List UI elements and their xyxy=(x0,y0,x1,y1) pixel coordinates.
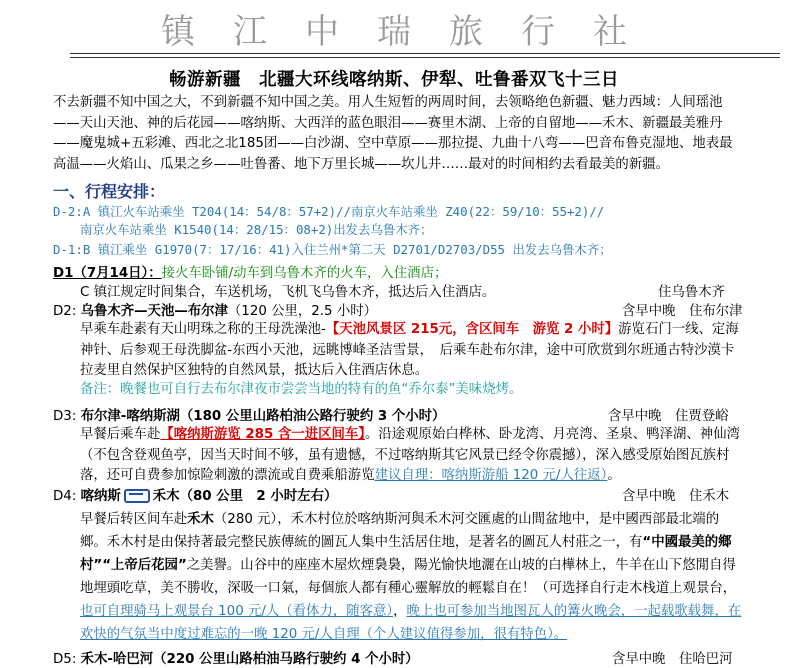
day3-body-text: 早餐后乘车赴 xyxy=(80,427,161,442)
day2-meals: 含早中晚 住布尔津 xyxy=(622,304,743,319)
day4-option-bonfire: 晚上也可参加当地图瓦人的篝火晚会，一起载歌载舞，在欢快的气氛当中度过难忘的一晚 120 元/人自理（个人建议值得参加，很有特色）。 xyxy=(80,604,742,642)
day1-text: 接火车卧铺/动车到乌鲁木齐的火车，入住酒店； xyxy=(161,266,448,281)
itinerary-heading: 一、行程安排： xyxy=(53,182,166,201)
day4-distance: （80 公里 2 小时左右） xyxy=(179,489,338,504)
day1-header xyxy=(53,262,447,281)
day4-quote: “中國最美的鄉村”“上帝后花园” xyxy=(80,535,732,573)
transport-line: D-2:A 镇江火车站乘坐 T204(14：54/8：57+2)//南京火车站乘坐 Z40(22：59/10：55+2)// xyxy=(53,204,605,219)
day4-body-text: 之美譽。山谷中的座座木屋炊煙裊裊，陽光愉快地灑在山坡的白樺林上，牛羊在山下悠閒自得地埋頭吃草，美不勝收，深吸一口氣，每個旅人都有種心靈解放的輕鬆自在！（可选择自行走木栈道上观景台， xyxy=(80,558,737,596)
day2-body-text: 游览石门一线、定海神针、后参观王母洗脚盆-东西小天池，远眺博峰圣洁雪景， 后乘车赴布尔津，途中可欣赏到尔班通古特沙漠卡拉麦里自然保护区独特的自然风景，抵达后入住酒店休息。 xyxy=(80,322,739,378)
day4-option-horse: 也可自理骑马上观景台 100 元/人（看体力，随客意） xyxy=(80,604,394,619)
day3-body xyxy=(80,425,740,487)
day3-body-text: 。 xyxy=(607,468,621,483)
day2-note: 备注：晚餐也可自行去布尔津夜市尝尝当地的特有的鱼“乔尔泰”美味烧烤。 xyxy=(80,382,523,397)
day3-header xyxy=(53,405,445,424)
day1-label: D1（7月14日）： xyxy=(53,266,162,281)
day2-header xyxy=(53,300,377,319)
intro-paragraph: 不去新疆不知中国之大，不到新疆不知中国之美。用人生短暂的两周时间，去领略绝色新疆、魅力西域：人间瑶池——天山天池、神的后花园——喀纳斯、大西洋的蓝色眼泪——赛里木湖、上帝的自留地——禾木、新疆最美雅丹——魔鬼城+五彩滩、西北之北185团——白沙湖、空中草原——那拉提、九曲十八弯——巴音布鲁克湿地、地表最高温——火焰山、瓜果之乡——吐鲁番、地下万里长城——坎儿井……最对的时间相约去看最美的新疆。 xyxy=(53,95,733,172)
day3-route: 布尔津-喀纳斯湖 xyxy=(80,409,180,424)
tour-title: 畅游新疆 北疆大环线喀纳斯、伊犁、吐鲁番双飞十三日 xyxy=(169,70,619,90)
header-rule xyxy=(70,57,780,58)
day4-body-text: （280 元），禾木村位於喀纳斯河與禾木河交匯處的山間盆地中，是中國西部最北端的鄉。禾木村是由保持著最完整民族傳統的圖瓦人集中生活居住地，是著名的圖瓦人村莊之一，有 xyxy=(80,512,720,550)
day5-label: D5: xyxy=(53,652,77,667)
day5-header xyxy=(53,648,419,667)
agency-name: 镇江中瑞旅行社 xyxy=(161,12,665,52)
day4-body-text: 早餐后转区间车赴 xyxy=(80,512,188,527)
day4-route-to: 禾木 xyxy=(152,489,180,504)
day5-route: 禾木-哈巴河 xyxy=(80,652,154,667)
transport-line: 南京火车站乘坐 K1540(14：28/15：08+2)出发去乌鲁木齐； xyxy=(80,222,433,237)
day4-body-text: ， xyxy=(393,604,407,619)
day3-label: D3: xyxy=(53,409,77,424)
day4-route-from: 喀纳斯 xyxy=(80,489,121,504)
day3-body-text: 。沿途观原始白桦林、卧龙湾、月亮湾、圣泉、鸭泽湖、神仙湾（不包含登观鱼亭，因当天时间不够，虽有遗憾，不过喀纳斯其它风景已经令你震撼），深入感受原始图瓦族村落，还可自费参加惊险刺激的漂流或自费乘船游览 xyxy=(80,427,740,483)
day4-label: D4: xyxy=(53,489,77,504)
day5-distance: （220 公里山路柏油马路行驶约 4 个小时） xyxy=(153,652,419,667)
day3-distance: （180 公里山路柏油公路行驶约 3 个小时） xyxy=(179,409,446,424)
day3-suggestion: 建议自理：喀纳斯游船 120 元/人往返） xyxy=(374,468,608,483)
transport-line: D-1:B 镇江乘坐 G1970(7：17/16：41)入住兰州*第二天 D2701/D2703/D55 出发去乌鲁木齐； xyxy=(53,242,612,257)
day4-meals: 含早中晚 住禾木 xyxy=(622,489,730,504)
day4-header xyxy=(53,485,337,504)
day1-line2: C 镇江规定时间集合，车送机场，飞机飞乌鲁木齐，抵达后入住酒店。 xyxy=(80,285,496,300)
day2-route: 乌鲁木齐—天池—布尔津 xyxy=(80,304,228,319)
day2-highlight: 【天池风景区 215元，含区间车 游览 2 小时】 xyxy=(325,322,619,337)
day4-body xyxy=(80,508,742,646)
day3-meals: 含早中晚 住贾登峪 xyxy=(608,409,729,424)
day4-hemu: 禾木 xyxy=(187,512,214,527)
day2-body xyxy=(80,320,740,382)
day2-label: D2: xyxy=(53,304,77,319)
day2-body-text: 早乘车赴素有天山明珠之称的王母洗澡池- xyxy=(80,322,326,337)
day1-stay: 住乌鲁木齐 xyxy=(658,285,725,300)
bus-icon xyxy=(124,489,150,503)
day2-distance: （120 公里，2.5 小时） xyxy=(227,304,378,319)
day3-highlight: 【喀纳斯游览 285 含一进区间车】 xyxy=(160,427,365,442)
header-rule xyxy=(70,53,780,54)
day5-meals: 含早中晚 住哈巴河 xyxy=(612,652,733,667)
